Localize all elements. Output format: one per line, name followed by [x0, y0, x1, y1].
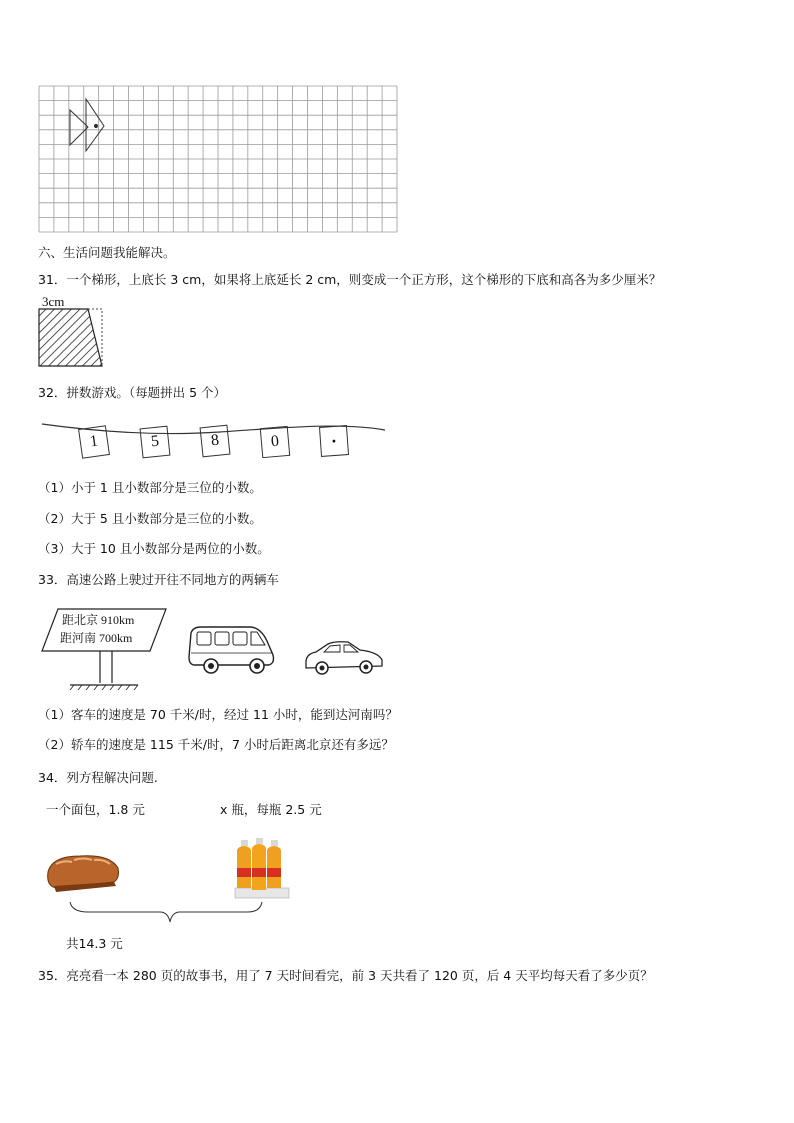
question-35: 35．亮亮看一本 280 页的故事书，用了 7 天时间看完，前 3 天共看了 120 页，后 4 天平均每天看了多少页？ [38, 968, 653, 983]
trapezoid-figure [38, 308, 108, 368]
number-card-3: 8 [200, 425, 231, 458]
trapezoid-top-label: 3cm [42, 294, 65, 309]
number-card-2: 5 [140, 426, 171, 459]
grid-figure [38, 85, 398, 233]
bottle-price-label: x 瓶，每瓶 2.5 元 [220, 802, 322, 817]
number-card-1: 1 [78, 425, 110, 459]
question-33-part-1: （1）客车的速度是 70 千米/时，经过 11 小时，能到达河南吗？ [38, 707, 398, 722]
bus-figure [187, 625, 277, 675]
number-card-5: · [319, 425, 349, 457]
juice-bottles-icon [233, 838, 293, 900]
question-33: 33．高速公路上驶过开往不同地方的两辆车 [38, 572, 279, 587]
question-34: 34．列方程解决问题. [38, 770, 158, 785]
road-sign-line-1: 距北京 910km [62, 613, 135, 627]
section-heading: 六、生活问题我能解决。 [38, 245, 176, 260]
question-32-part-2: （2）大于 5 且小数部分是三位的小数。 [38, 511, 262, 526]
total-price-label: 共14.3 元 [66, 936, 123, 951]
number-card-4: 0 [260, 426, 291, 458]
question-31: 31．一个梯形，上底长 3 cm，如果将上底延长 2 cm，则变成一个正方形，这个梯形的下底和高各为多少厘米？ [38, 272, 662, 287]
car-figure [304, 640, 384, 680]
bread-price-label: 一个面包，1.8 元 [46, 802, 145, 817]
question-32-part-3: （3）大于 10 且小数部分是两位的小数。 [38, 541, 270, 556]
question-33-part-2: （2）轿车的速度是 115 千米/时，7 小时后距离北京还有多远？ [38, 737, 394, 752]
question-32-part-1: （1）小于 1 且小数部分是三位的小数。 [38, 480, 262, 495]
road-sign-line-2: 距河南 700km [60, 631, 133, 645]
bread-icon [44, 850, 124, 895]
question-32: 32．拼数游戏。（每题拼出 5 个） [38, 385, 227, 400]
total-brace [68, 900, 268, 930]
